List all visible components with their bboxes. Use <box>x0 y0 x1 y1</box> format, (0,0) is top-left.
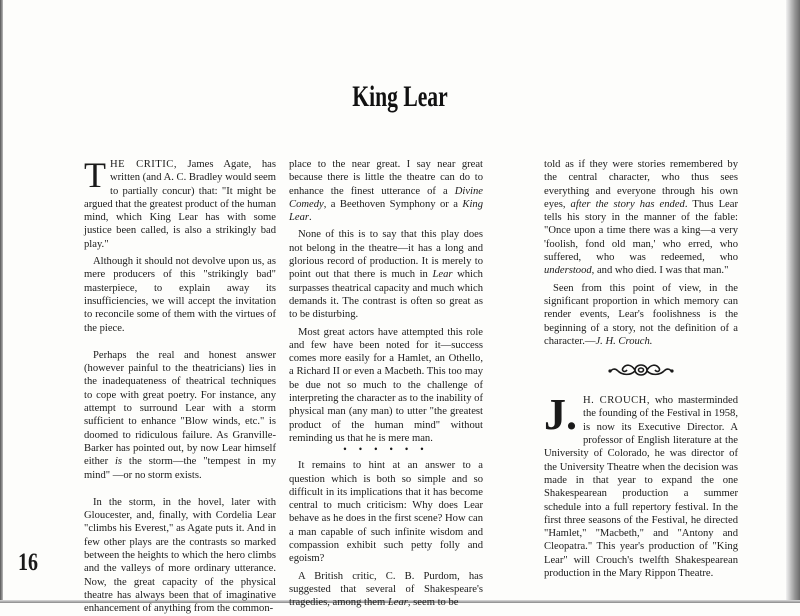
paragraph: Most great actors have attempted this role and few have been noted for it—success comes more easily for a Hamlet, an Othello, a Richard II or even a Macbeth. This too may be due not so much to the challenge of interpreting the character as to the inability of physical man (any man) to utter "the greatest product of the human mind" without reminding us that he is mere man. <box>289 326 483 444</box>
article-column-1 <box>84 155 276 616</box>
paragraph: It remains to hint at an answer to a question which is both so simple and so difficult in its implications that it has become central to much criticism: Why does Lear behave as he does in the first scene? How can a man capable of such infinite wisdom and compassion exhibit such petty folly and egoism? <box>289 460 483 565</box>
paragraph-text: . <box>309 212 312 224</box>
italic-text: Lear <box>387 597 408 609</box>
paragraph-text: place to the near great. I say near great because there is little the theatre can do to enhance the finest utterance of a <box>289 159 483 197</box>
paragraph-text: James Agate, has written (and A. C. Bradley would seem to partially concur) that: "It might be argued that the greatest product of the human mind, which King Lear has with some justice been called, is also a strikingly bad play." <box>84 159 276 250</box>
paragraph <box>289 228 483 321</box>
paragraph-text: . Thus Lear tells his story in the manner of the fable: "Once upon a time there was a king—a very 'foolish, fond old man,' who erred, who suffered, who was redeemed, who <box>544 198 738 264</box>
drop-cap: J. <box>544 390 577 440</box>
paragraph <box>289 158 483 224</box>
italic-text: King Lear <box>289 198 483 224</box>
italic-text: Lear <box>432 269 453 281</box>
page-number: 16 <box>18 549 38 576</box>
paragraph <box>84 155 276 251</box>
author-signature: J. H. Crouch. <box>595 335 653 347</box>
article-column-3 <box>544 158 738 580</box>
paragraph-text: which surpasses theatrical capacity and much which demands it. The contrast is often so great as to be disturbing. <box>289 269 483 321</box>
paragraph <box>544 158 738 278</box>
paragraph-text: Perhaps the real and honest answer (however painful to the theatricians) lies in the inadequateness of theatrical techniques to cope with great poetry. For instance, any attempt to surround Lear with a storm sufficient to enhance "Blow winds, etc." is doomed to ridiculous failure. As Granville-Barker has pointed out, by now Lear himself either <box>84 349 276 468</box>
italic-text: Divine Comedy <box>289 185 483 210</box>
lead-in: H. CROUCH, <box>583 395 650 407</box>
paragraph-text: the storm—the "tempest in my mind" —or no storm exists. <box>84 456 276 481</box>
paragraph <box>84 349 276 482</box>
section-break-stars: • • • • • • <box>343 444 429 455</box>
bio-paragraph <box>544 390 738 580</box>
paragraph-text: told as if they were stories remembered by the central character, who thus sees everything and everyone through his own eyes, <box>544 159 738 210</box>
paragraph-text: who masterminded the founding of the Festival in 1958, is now its Executive Director. A professor of English literature at the University of Colorado, he was director of the University Theatre when the decision was made in that year to expand the one Shakespearean production a summer schedule into a full repertory festival. In the first three seasons of the Festival, he directed "Hamlet," "Macbeth," and "Antony and Cleopatra." This year's production of "King Lear" will Crouch's twelfth Shakespearean production in the Mary Rippon Theatre. <box>544 395 738 580</box>
lead-in: HE CRITIC, <box>110 159 178 170</box>
paragraph: In the storm, in the hovel, later with Gloucester, and, finally, with Cordelia Lear "climbs his Everest," as Agate puts it. And in few other plays are the contrasts so marked between the heights to which the hero climbs and the valleys of more ordinary utterance. Now, the great capacity of the physical theatre has always been that of imaginative enhancement of anything from the common- <box>84 496 276 615</box>
page-binding-shadow-right <box>786 0 800 603</box>
paragraph-text: None of this is to say that this play does not belong in the theatre—it has a long and glorious record of production. It is merely to point out that there is much in <box>289 229 483 281</box>
paragraph <box>544 282 738 348</box>
paragraph: Although it should not devolve upon us, as mere producers of this "strikingly bad" masterpiece, to explain away its insufficiencies, we will accept the invitation to reconcile some of them with the virtues of the piece. <box>84 256 276 334</box>
paragraph-text: Seen from this point of view, in the significant proportion in which memory can render events, Lear's foolishness is the beginning of a story, not the definition of a character.— <box>544 282 738 347</box>
italic-text: understood <box>544 265 592 277</box>
page-title: King Lear <box>352 80 448 113</box>
article-column-2 <box>289 158 483 610</box>
drop-cap: T <box>84 155 106 195</box>
decorative-scroll-ornament-icon <box>544 362 738 378</box>
paragraph-text: , a Beethoven Symphony or a <box>323 198 463 210</box>
ornament-graphic <box>606 362 676 378</box>
paragraph-text: , and who died. I was that man." <box>591 265 729 277</box>
italic-text: after the story has ended <box>570 198 685 210</box>
paragraph-text: , seem to be <box>407 597 459 609</box>
paragraph-text: A British critic, C. B. Purdom, has suggested that several of Shakespeare's tragedies, among them <box>289 570 483 609</box>
page-binding-shadow-left <box>0 0 3 603</box>
paragraph <box>289 570 483 610</box>
italic-text: is <box>114 456 123 468</box>
